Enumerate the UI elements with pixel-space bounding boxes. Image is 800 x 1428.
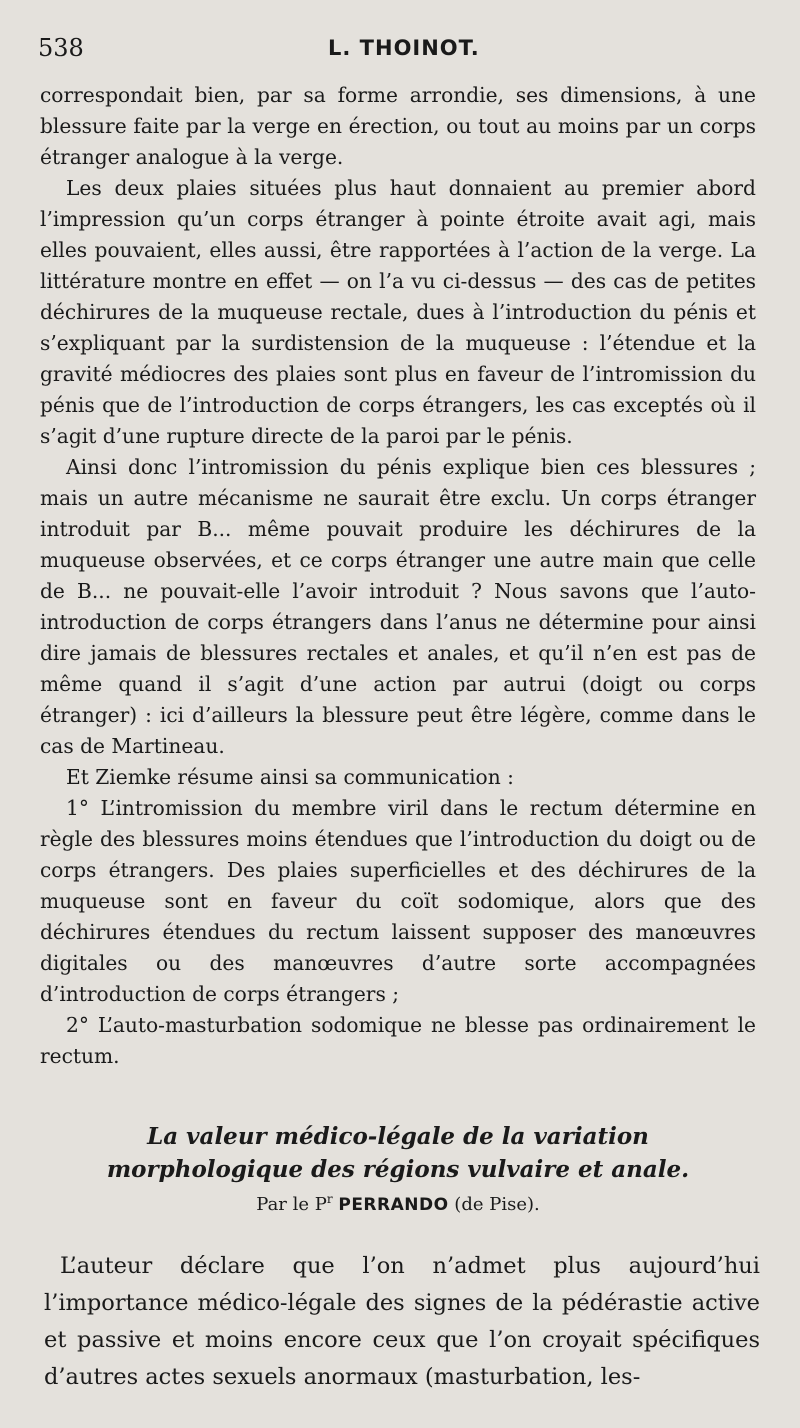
byline-prefix: Par le P xyxy=(256,1194,327,1215)
paragraph: 1° L’intromission du membre viril dans le rectum détermine en règle des blessures moins étendues que l’introduction du doigt ou de corps étrangers. Des plaies superficielles et des déchirures de la muqueuse sont en faveur du coït sodomique, alors que des déchirures étendues du rectum laissent supposer des manœuvres digitales ou des manœuvres d’autre sorte accompagnées d’introduction de corps étrangers ; xyxy=(40,796,756,1006)
paragraph: Les deux plaies situées plus haut donnaient au premier abord l’impression qu’un corps étranger à pointe étroite avait agi, mais elles pouvaient, elles aussi, être rapportées à l’action de la verge. La littérature montre en effet — on l’a vu ci-dessus — des cas de petites déchirures de la muqueuse rectale, dues à l’introduction du pénis et s’expliquant par la surdistension de la muqueuse : l’étendue et la gravité médiocres des plaies sont plus en faveur de l’intromission du pénis que de l’introduction de corps étrangers, les cas exceptés où il s’agit d’une rupture directe de la paroi par le pénis. xyxy=(40,176,756,448)
paragraph: correspondait bien, par sa forme arrondie, ses dimensions, à une blessure faite par la verge en érection, ou tout au moins par un corps étranger analogue à la verge. xyxy=(40,83,756,169)
article-byline xyxy=(40,1192,756,1215)
paragraph: Ainsi donc l’intromission du pénis explique bien ces blessures ; mais un autre mécanisme ne saurait être exclu. Un corps étranger introduit par B... même pouvait produire les déchirures de la muqueuse observées, et ce corps étranger une autre main que celle de B... ne pouvait-elle l’avoir introduit ? Nous savons que l’auto-introduction de corps étrangers dans l’anus ne détermine pour ainsi dire jamais de blessures rectales et anales, et qu’il n’en est pas de même quand il s’agit d’une action par autrui (doigt ou corps étranger) : ici d’ailleurs la blessure peut être légère, comme dans le cas de Martineau. xyxy=(40,455,756,758)
byline-suffix: (de Pise). xyxy=(454,1194,540,1215)
page-number: 538 xyxy=(38,34,84,62)
paragraph: 2° L’auto-masturbation sodomique ne blesse pas ordinairement le rectum. xyxy=(40,1013,756,1068)
paragraph: Et Ziemke résume ainsi sa communication : xyxy=(66,765,514,789)
byline-author: PERRANDO xyxy=(338,1195,449,1215)
article-title-line: La valeur médico-légale de la variation xyxy=(147,1123,649,1150)
article-abstract xyxy=(44,1248,760,1396)
abstract-paragraph: L’auteur déclare que l’on n’admet plus aujourd’hui l’importance médico-légale des signes de la pédérastie active et passive et moins encore ceux que l’on croyait spécifiques d’autres actes sexuels anormaux (masturbation, les- xyxy=(44,1253,760,1390)
article-title-line: morphologique des régions vulvaire et anale. xyxy=(106,1156,690,1183)
body-text xyxy=(40,80,756,1072)
byline-superscript: r xyxy=(326,1192,333,1206)
page-header xyxy=(38,34,760,68)
running-head: L. THOINOT. xyxy=(328,36,480,60)
article-title xyxy=(40,1120,756,1186)
